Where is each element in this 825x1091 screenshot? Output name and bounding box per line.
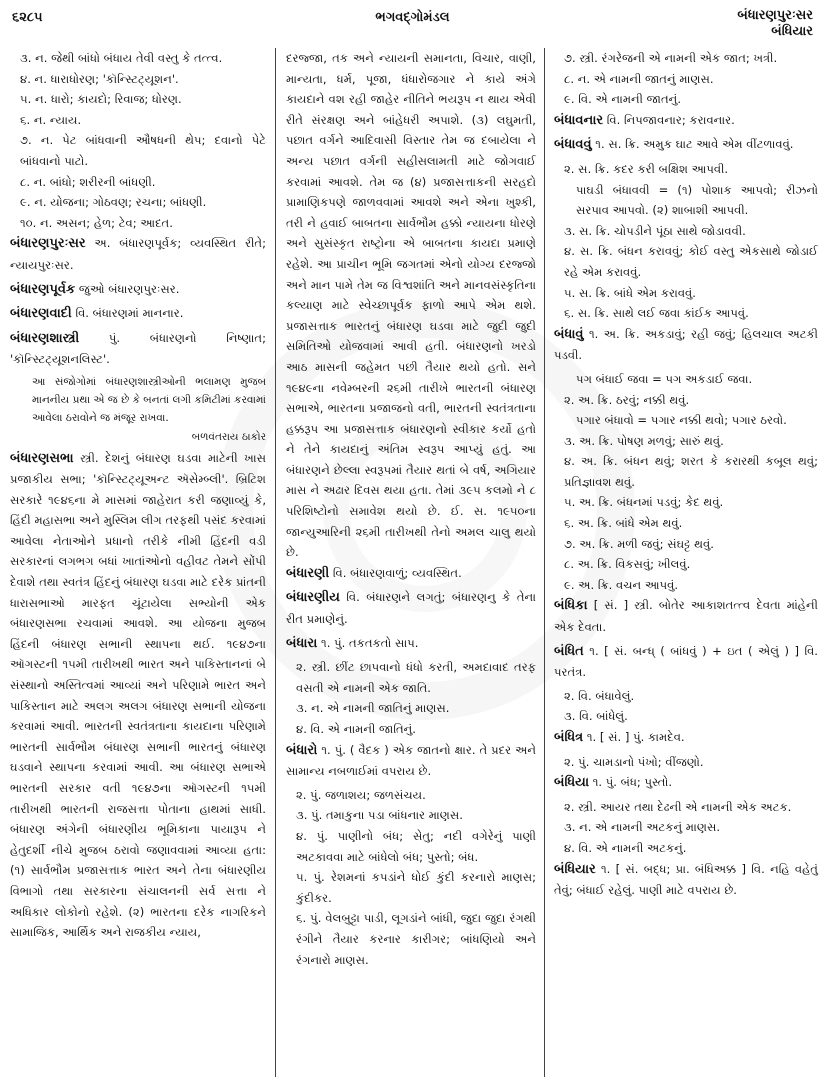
guide-word-last: બંધિયાર — [771, 24, 813, 39]
sense: ૯. વિ. એ નામની જાતનું. — [564, 92, 682, 107]
headword: બંધારા — [286, 635, 318, 651]
sense: ૨. સ્ત્રી. છીંટ છાપવાનો ધંધો કરતી, અમદાવાદ તરફ વસતી એ નામની એક જાતિ. — [296, 660, 536, 695]
definition: જુઓ બંધારણપુરઃસર. — [75, 281, 180, 296]
sense: ૪. વિ. એ નામની અટકનું. — [564, 840, 687, 855]
definition-continuation: દરજ્જા, તક અને ન્યાયની સમાનતા, વિચાર, વાણી, માન્યતા, ધર્મ, પૂજા, ધંધારોજગાર ને કાયે અંગે કાયદાને વશ રહી જાહેર નીતિને ભયરૂપ ન થાય એવી રીતે સંરક્ષણ અને બાંહેધરી અપાશે. (૩) લઘુમતી, પછાત વર્ગને આદિવાસી વિસ્તાર તેમ જ દબાયેલા ને અન્ય પછાત વર્ગની સહીસલામતી માટે જોગવાઈ કરવામાં આવશે. તેમ જ (૪) પ્રજાસત્તાકની સરહદો પ્રામાણિકપણે જાળવવામાં આવશે અને એના ખુશ્કી, તરી ને હવાઈ બાબતના સાર્વભૌમ હક્કો ન્યાયના ધોરણે અને સુસંસ્કૃત રાષ્ટ્રોના એ બાબતના કાયદા પ્રમાણે રહેશે. આ પ્રાચીન ભૂમિ જગતમાં એનો યોગ્ય દરજ્જો અને માન પામે તેમ જ વિશ્વશાંતિ અને માનવસંસ્કૃતિના કલ્યાણ માટે સ્વેચ્છાપૂર્વક ફાળો આપે એમ થશે. પ્રજાસત્તાક ભારતનું બંધારણ ઘડવા માટે જુદી જુદી સમિતિઓ યોજવામાં આવી હતી. બંધારણનો ખરડો આઠ માસની જહેમત પછી તૈયાર થયો હતો. સને ૧૯૪૯ના નવેમ્બરની ૨૬મી તારીખે ભારતની બંધારણ સભાએ, ભારતના પ્રજાજનો વતી, ભારતની સ્વતંત્રતાના હક્કરૂપ આ પ્રજાસત્તાક બંધારણનો સ્વીકાર કર્યો હતો ને તેને કાયદાનું અંતિમ સ્વરૂપ આપ્યું હતું. આ બંધારણને છેલ્લા સ્વરૂપમાં તૈયાર થતાં બે વર્ષ, અગિયાર માસ ને અઢાર દિવસ થયા હતા. તેમાં ૩૯૫ કલમો ને ૮ પરિશિષ્ટોનો સમાવેશ થયો છે. ઈ. સ. ૧૯૫૦ના જાન્યુઆરિની ૨૬મી તારીખથી તેનો અમલ ચાલુ થયો છે. — [286, 51, 536, 560]
definition: ૧. પું. તકતકતો સાપ. — [317, 635, 419, 650]
sense: ૬. અ. ક્રિ. બાંધે એમ થવું. — [564, 516, 683, 531]
sense: ૪. પું. પાણીનો બંધ; સેતુ; નદી વગેરેનું પાણી અટકાવવા માટે બાંધેલો બંધ; પુસ્તો; બંધ. — [296, 828, 536, 864]
dictionary-entry — [286, 563, 536, 585]
headword: બંધિત — [554, 643, 584, 659]
headword: બંધિયા — [554, 775, 590, 791]
headword: બંધારણપુરઃસર — [10, 236, 86, 252]
definition: વિ. બંધારણમાં માનનાર. — [71, 306, 184, 321]
idiom: પગ બંધાઈ જવા = પગ અકડાઈ જવા. — [576, 371, 753, 386]
sense: ૪. સ. ક્રિ. બંધન કરાવવું; કોઈ વસ્તુ એકસાથે જોડાઈ રહે એમ કરાવવું. — [564, 244, 818, 279]
definition: ૧. અ. ક્રિ. અકડાવું; રહી જવું; હિલચાલ અટકી પડવી. — [554, 326, 818, 363]
sense: ૬. સ. ક્રિ. સાથે લઈ જવા કાંઈક આપવું. — [564, 306, 749, 321]
headword: બંધિત્ર — [554, 730, 584, 745]
page-number: ૬૨૮૫ — [12, 10, 43, 25]
sense: ૩. વિ. બાંધેલું. — [564, 709, 628, 724]
sense: ૭. ન. પેટ બાંધવાની ઔષધની થેપ; દવાનો પેટે બાંધવાનો પાટો. — [20, 133, 266, 168]
definition: વિ. બંધારણવાળું; વ્યવસ્થિત. — [329, 565, 462, 580]
citation-quote: આ સંજોગોમાં બંધારણશાસ્ત્રીઓની ભલામણ મુજબ માનનીય પ્રથા એ જ છે કે બનતાં લગી કમિટીમાં કરવામાં આવેલા ઠરાવોને જ મંજૂર રાખવા. — [32, 375, 266, 424]
sense: ૪. ન. ધારાધોરણ; 'કૉન્સ્ટિટ્યૂશન'. — [20, 71, 179, 86]
sense: ૪. વિ. એ નામની જાતિનું. — [296, 722, 416, 736]
column-middle — [280, 48, 542, 1081]
dictionary-entry — [554, 641, 818, 683]
headword: બંધિકા — [554, 598, 588, 614]
definition: અ. બંધારણપૂર્વક; વ્યવસ્થિત રીતે; ન્યાયપુરઃસર. — [10, 236, 266, 272]
column-divider — [275, 48, 276, 1077]
dictionary-entry — [10, 279, 266, 301]
sense: ૨. વિ. બંધાવેલું. — [564, 688, 635, 703]
sense: ૨. પું. જળાશય; જળસંચય. — [296, 787, 426, 802]
definition: પું. બંધારણનો નિષ્ણાત; 'કૉન્સ્ટિટ્યૂશનલિસ્ટ'. — [10, 330, 266, 367]
sense: ૫. અ. ક્રિ. બંધનમાં પડવું; કેદ થવું. — [564, 495, 724, 510]
sense: ૭. અ. ક્રિ. મળી જવું; સંઘટ્ટ થવું. — [564, 536, 714, 551]
dictionary-entry — [554, 727, 818, 749]
dictionary-entry — [554, 110, 818, 132]
sense: ૨. સ્ત્રી. આયર તથા દેઢની એ નામની એક અટક. — [564, 799, 792, 814]
sense: ૩. પું. તમાકુના પડા બાંધનાર માણસ. — [296, 808, 463, 823]
sense: ૪. અ. ક્રિ. બંધન થવું; શરત કે કરારથી કબૂલ થવું; પ્રતિજ્ઞાવશ થવું. — [564, 454, 818, 489]
sense: ૬. પું. વેલબુટ્ટા પાડી, લૂગડાંને બાંધી, જુદા જુદા રંગથી રંગીને તૈયાર કરનાર કારીગર; બાંધણિયો અને રંગનારો માણસ. — [296, 911, 536, 967]
definition: ૧. [ સં. બદ્ધ; પ્રા. બંધિઅક્ક ] વિ. નહિ વહેતું તેવું; બંધાઈ રહેલું. પાણી માટે વપરાય છે. — [554, 861, 818, 898]
dictionary-entry — [10, 328, 266, 370]
dictionary-entry — [554, 772, 818, 794]
citation-author: બળવંતરાય ઠાકોર — [191, 430, 266, 443]
sense: ૬. ન. ન્યાય. — [20, 112, 82, 127]
definition: ૧. [ સં. બન્ધ્ ( બાંધવું ) + ઇત ( એલું ) ] વિ. પરતંત્ર. — [554, 643, 818, 680]
sense: ૨. પું. ચામડાનો પંખો; વીંજણો. — [564, 754, 704, 769]
sense: ૯. ન. યોજના; ગોઠવણ; રચના; બાંધણી. — [20, 195, 207, 210]
definition: [ સં. ] સ્ત્રી. બોતેર આકાશતત્ત્વ દેવતા માંહેની એક દેવતા. — [554, 598, 818, 635]
sense: ૧૦. ન. અસન; હેળ; ટેવ; આદત. — [20, 215, 173, 230]
dictionary-entry — [286, 740, 536, 782]
sense: ૫. પું. રેશમનાં કપડાંને ધોઈ કુંદી કરનારો માણસ; કુંદીકર. — [296, 870, 536, 905]
headword: બંધાવનાર — [554, 112, 604, 128]
sense: ૮. ન. એ નામની જાતનું માણસ. — [564, 71, 714, 86]
sense: ૨. સ. ક્રિ. કદર કરી બક્ષિશ આપવી. — [564, 161, 729, 176]
guide-words — [737, 8, 813, 40]
dictionary-entry — [10, 303, 266, 325]
dictionary-entry — [286, 633, 536, 655]
sense: ૩. ન. એ નામની અટકનું માણસ. — [564, 820, 721, 835]
sense: ૩. ન. એ નામની જાતિનું માણસ. — [296, 701, 450, 716]
sense: ૩. સ. ક્રિ. ચોપડીને પૂંઠા સાથે જોડાવવી. — [564, 223, 746, 238]
headword: બંધાવવું — [554, 137, 592, 153]
definition: ૧. પું. ( વૈદક ) એક જાતનો ક્ષાર. તે પ્રદર અને સામાન્ય નબળાઈમાં વપરાય છે. — [286, 742, 536, 779]
idiom: પગાર બંધાવો = પગાર નક્કી થવો; પગાર ઠરવો. — [576, 413, 787, 428]
sense: ૨. અ. ક્રિ. ઠરવું; નક્કી થવું. — [564, 392, 690, 407]
definition: ૧. સ. ક્રિ. અમુક ઘાટ આવે એમ વીંટળાવવું. — [591, 137, 794, 152]
dictionary-entry — [286, 587, 536, 629]
definition: ૧. પું. બંધ; પુસ્તો. — [589, 775, 673, 790]
headword: બંધારણીય — [286, 590, 340, 606]
column-divider — [544, 48, 545, 1077]
sense: ૭. સ્ત્રી. રંગરેજની એ નામની એક જાત; ખત્રી. — [564, 51, 778, 65]
definition: વિ. નિપજાવનાર; કરાવનાર. — [603, 112, 735, 127]
sense: ૫. સ. ક્રિ. બાંધે એમ કરાવવું. — [564, 285, 696, 300]
definition: ૧. [ સં. ] પું. કામદેવ. — [583, 730, 685, 744]
sense: ૩. અ. ક્રિ. પોષણ મળવું; સારું થવું. — [564, 433, 724, 448]
headword: બંધારણપૂર્વક — [10, 281, 76, 297]
definition: સ્ત્રી. દેશનું બંધારણ ઘડવા માટેની ખાસ પ્રજાકીય સભા; 'કૉન્સ્ટિટ્યૂઅન્ટ ઍસેમ્બ્લી'. બ્રિટિશ સરકારે ૧૯૪૬ના મે માસમાં જાહેરાત કરી જણાવ્યું કે, હિંદી મહાસભા અને મુસ્લિમ લીગ તરફથી પસંદ કરવામાં આવેલા નેતાઓને પ્રધાનો તરીકે નીમી હિંદની વડી સરકારનાં લગભગ બધાં ખાતાંઓનો વહીવટ તેમને સોંપી દેવાશે તથા સ્વતંત્ર હિંદનું બંધારણ ઘડવા માટે દરેક પ્રાંતની ધારાસભાઓ મારફત ચૂંટાયેલા સભ્યોની એક બંધારણસભા રચવામાં આવશે. આ યોજના મુજબ હિંદની બંધારણ સભાની સ્થાપના થઈ. ૧૯૪૭ના ઑગસ્ટની ૧૫મી તારીખથી ભારત અને પાકિસ્તાનનાં બે સંસ્થાનો અસ્તિત્વમાં આવ્યાં અને પરિણામે ભારત અને પાકિસ્તાન માટે અલગ અલગ બંધારણ સભાની યોજના કરવામાં આવી. ભારતની સ્વતંત્રતાના કાયદાના પરિણામે ભારતની સાર્વભૌમ બંધારણ સભાની ભારતનું બંધારણ ઘડવાને સ્થાપના કરવામાં આવી. આ બંધારણ સભાએ ભારતની સરકાર વતી ૧૯૪૭ના ઑગસ્ટની ૧૫મી તારીખથી ભારતની રાજસત્તા પોતાના હાથમાં સાધી. બંધારણ અંગેની બંધારણીય ભૂમિકાના પાયારૂપ ને હેતુદર્શી નીચે મુજબ ઠરાવો જણાવવામાં આવ્યા હતા: (૧) સાર્વભૌમ પ્રજાસત્તાક ભારત અને તેના બંધારણીય વિભાગો તથા સરકારના સંચાલનની સર્વ સત્તા ને અધિકાર લોકોનો રહેશે. (૨) ભારતના દરેક નાગરિકને સામાજિક, આર્થિક અને રાજકીય ન્યાય, — [10, 450, 266, 940]
headword: બંધારણવાદી — [10, 306, 72, 322]
dictionary-entry — [554, 134, 818, 156]
sense: ૮. ન. બાંધો; શરીરની બાંધણી. — [20, 174, 156, 189]
sense: ૮. અ. ક્રિ. વિકસવું; ખીલવું. — [564, 557, 691, 572]
dictionary-entry — [554, 324, 818, 366]
idiom: પાઘડી બંધાવવી = (૧) પોશાક આપવો; રીઝનો સરપાવ આપવો. (૨) શાબાશી આપવી. — [576, 182, 818, 218]
headword: બંધારણશાસ્ત્રી — [10, 330, 80, 346]
headword: બંધિયાર — [554, 861, 596, 877]
dictionary-entry — [554, 595, 818, 637]
headword: બંધારો — [286, 742, 318, 758]
sense: ૯. અ. ક્રિ. વચન આપવું. — [564, 577, 679, 592]
sense: ૩. ન. જેથી બાંધો બંધાય તેવી વસ્તુ કે તત્ત્વ. — [20, 51, 223, 65]
column-right — [548, 48, 818, 1081]
column-left — [10, 48, 272, 1081]
headword: બંધારણી — [286, 565, 330, 581]
page-header — [0, 0, 825, 46]
sense: ૫. ન. ધારો; કાયદો; રિવાજ; ધોરણ. — [20, 92, 182, 107]
dictionary-entry — [10, 233, 266, 275]
dictionary-entry — [554, 859, 818, 901]
dictionary-entry — [10, 448, 266, 943]
running-title: ભગવદ્ગોમંડલ — [375, 10, 450, 25]
definition: વિ. બંધારણને લગતું; બંધારણનુ કે તેના રીત પ્રમાણેનું. — [286, 590, 536, 627]
guide-word-first: બંધારણપુરઃસર — [737, 8, 813, 23]
headword: બંધાવું — [554, 326, 584, 342]
headword: બંધારણસભા — [10, 450, 74, 466]
